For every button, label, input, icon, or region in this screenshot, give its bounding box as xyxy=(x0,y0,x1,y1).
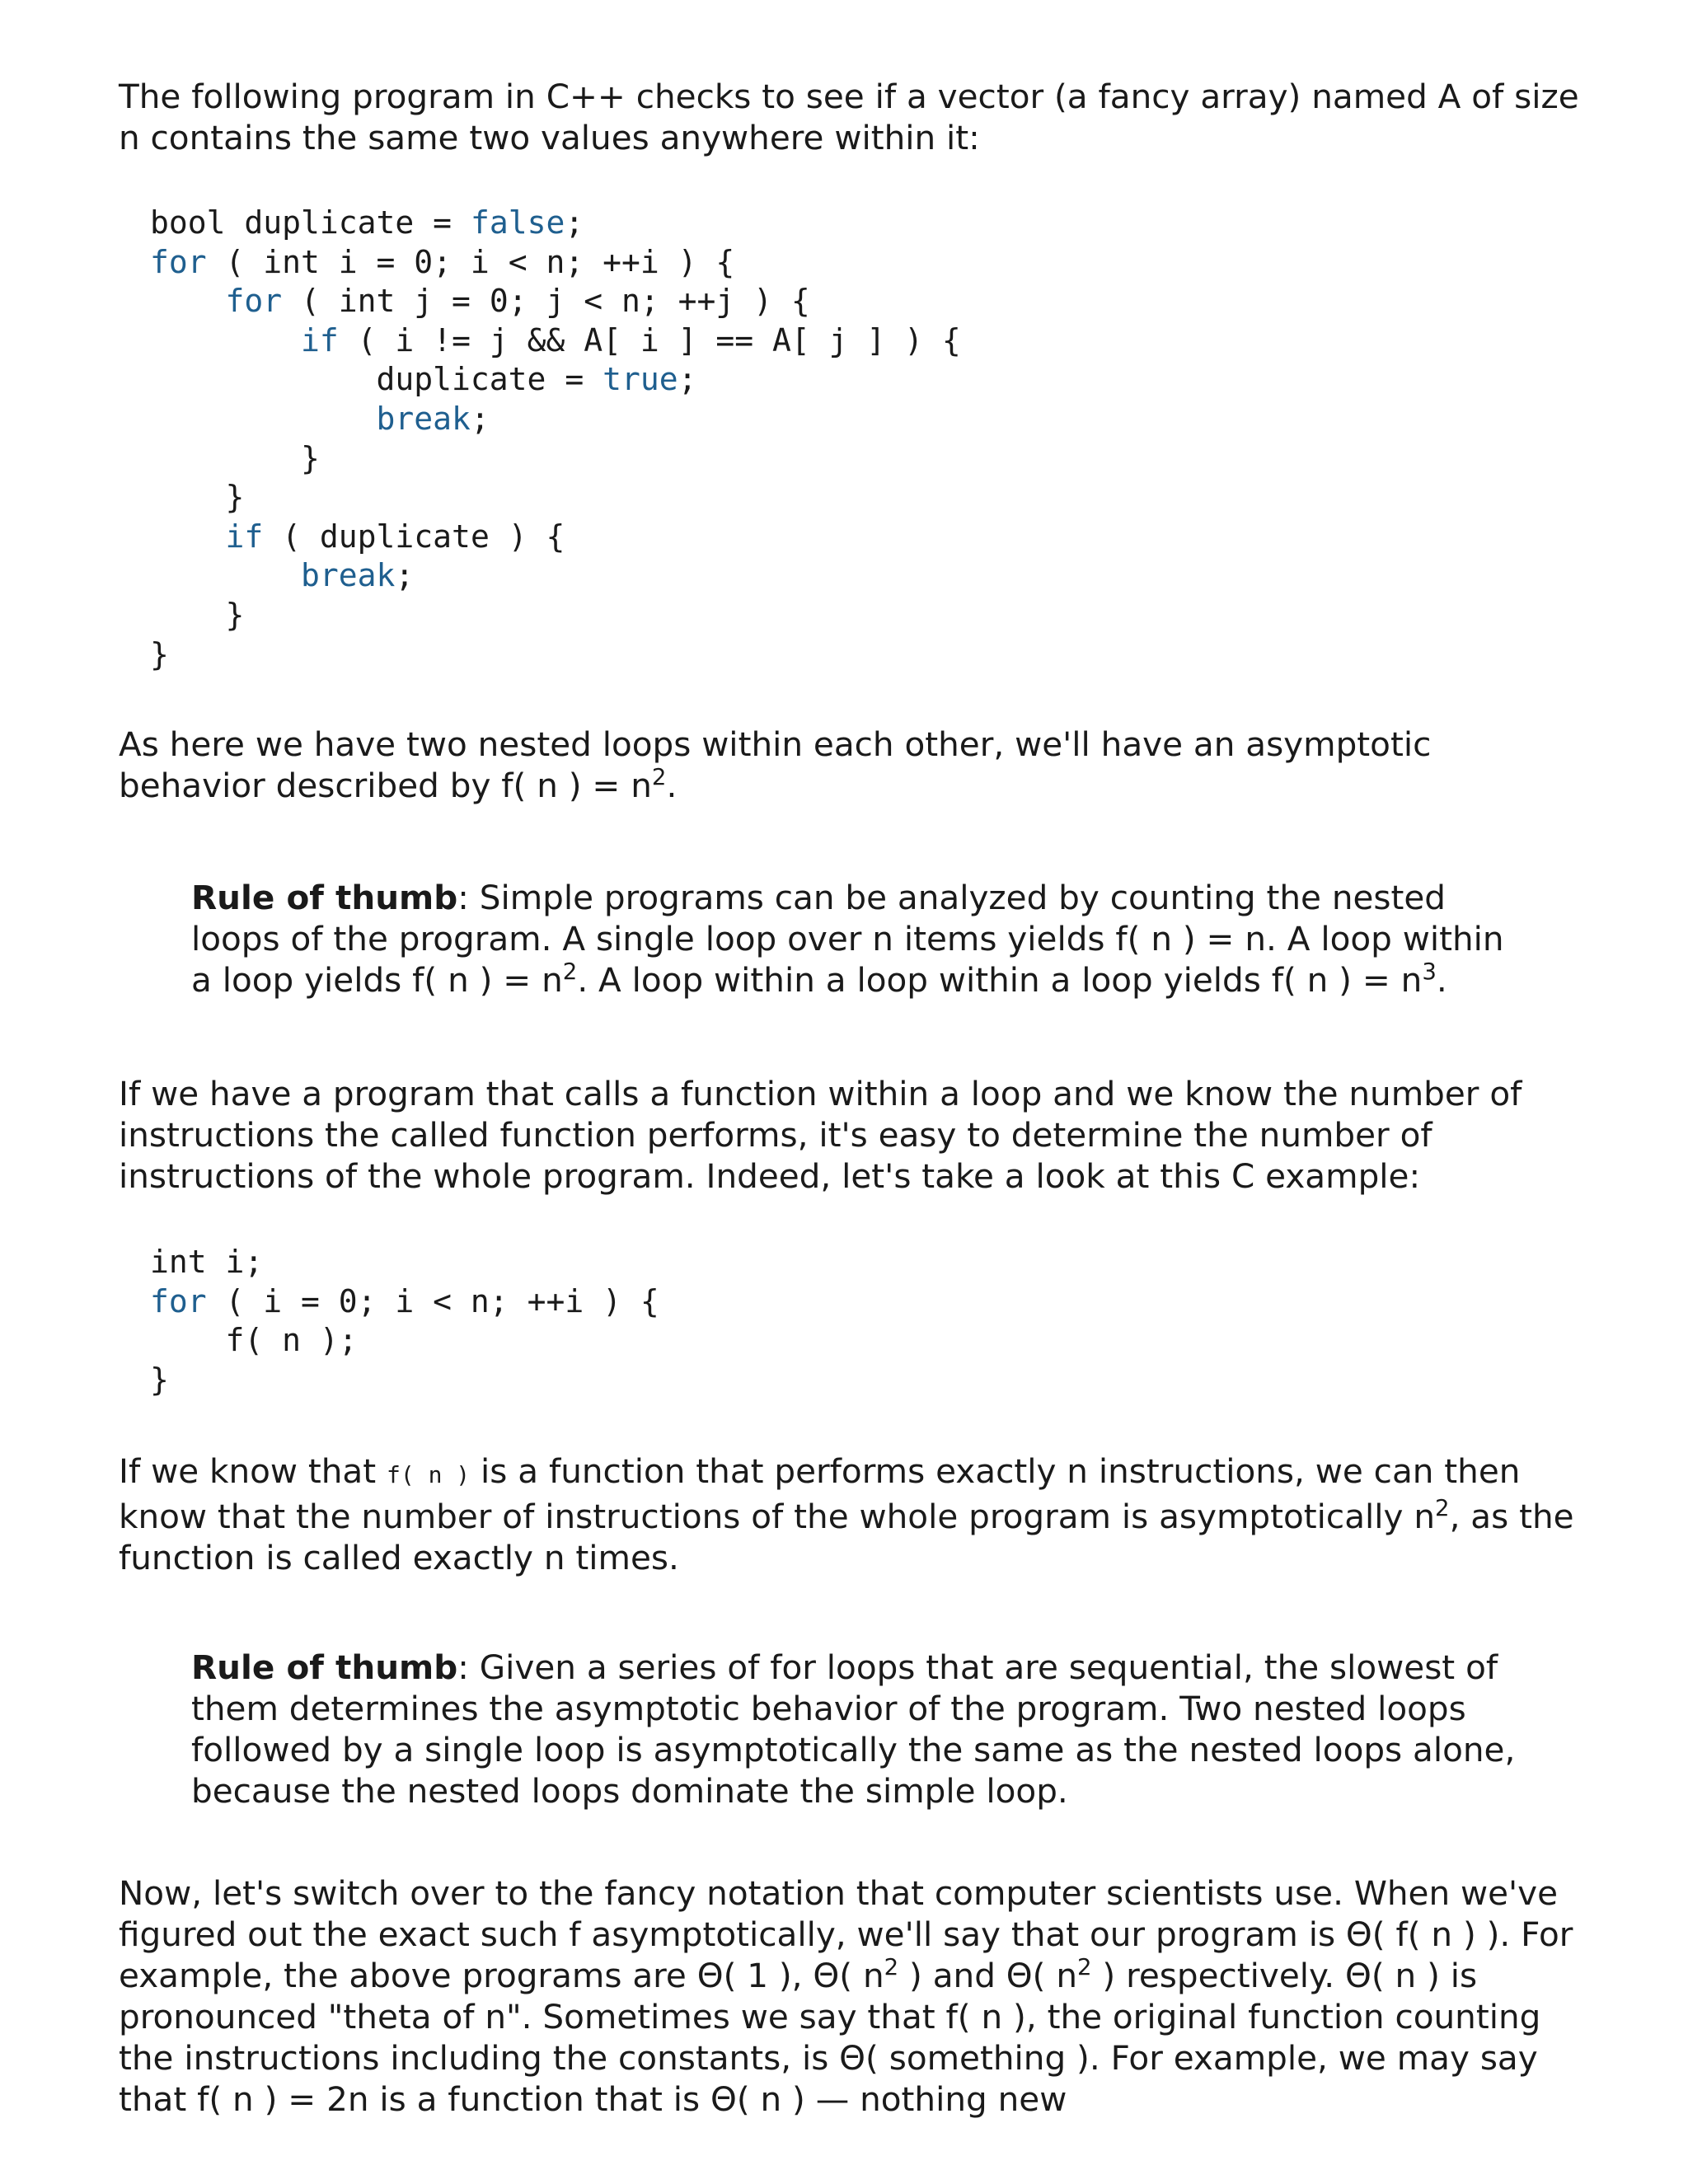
function-call-paragraph: If we have a program that calls a function within a loop and we know the number of instructions the called function performs, it's easy to determine the number of instructions of the whole program. Indeed, let's take a look at this C example: xyxy=(119,1074,1522,1196)
rule-of-thumb-nested-loops: Rule of thumb: Simple programs can be analyzed by counting the nested loops of the program. A single loop over n items yields f( n ) = n. A loop within a loop yields f( n ) = $n^2$. A loop within a loop within a loop yields f( n ) = $n^3$. xyxy=(191,878,1504,1000)
rule-of-thumb-label: Rule of thumb xyxy=(191,1647,458,1687)
inline-code: f( n ) xyxy=(387,1461,471,1488)
code-block-function-loop: int i; for ( i = 0; i < n; ++i ) { f( n ); } xyxy=(150,1244,659,1398)
rule-of-thumb-label: Rule of thumb xyxy=(191,878,458,917)
rule-of-thumb-sequential-loops: Rule of thumb: Given a series of for loops that are sequential, the slowest of them determines the asymptotic behavior of the program. Two nested loops followed by a single loop is asymptotically the same as the nested loops alone, because the nested loops dominate the simple loop. xyxy=(191,1647,1516,1811)
intro-paragraph: The following program in C++ checks to see if a vector (a fancy array) named A of size n contains the same two values anywhere within it: xyxy=(119,77,1579,157)
function-instructions-paragraph: If we know that f( n ) is a function that performs exactly n instructions, we can then know that the number of instructions of the whole program is asymptotically $n^2$, as the function is called exactly n times. xyxy=(119,1451,1574,1577)
theta-notation-paragraph: Now, let's switch over to the fancy notation that computer scientists use. When we've figured out the exact such f asymptotically, we'll say that our program is Θ( f( n ) ). For example, the above programs are Θ( 1 ), Θ( $n^2$ ) and Θ( $n^2$ ) respectively. Θ( n ) is pronounced "theta of n". Sometimes we say that f( n ), the original function counting the instructions including the constants, is Θ( something ). For example, we may say that f( n ) = 2n is a function that is Θ( n ) — nothing new xyxy=(119,1873,1573,2119)
code-block-duplicate-check: bool duplicate = false; for ( int i = 0; i < n; ++i ) { for ( int j = 0; j < n; ++j ) { if ( i != j && A[ i ] == A[ j ] ) { duplicate = true; break; } } if ( duplicate ) { break; } } xyxy=(150,204,961,673)
nested-loops-paragraph: As here we have two nested loops within each other, we'll have an asymptotic behavior described by f( n ) = $n^2$. xyxy=(119,724,1432,805)
